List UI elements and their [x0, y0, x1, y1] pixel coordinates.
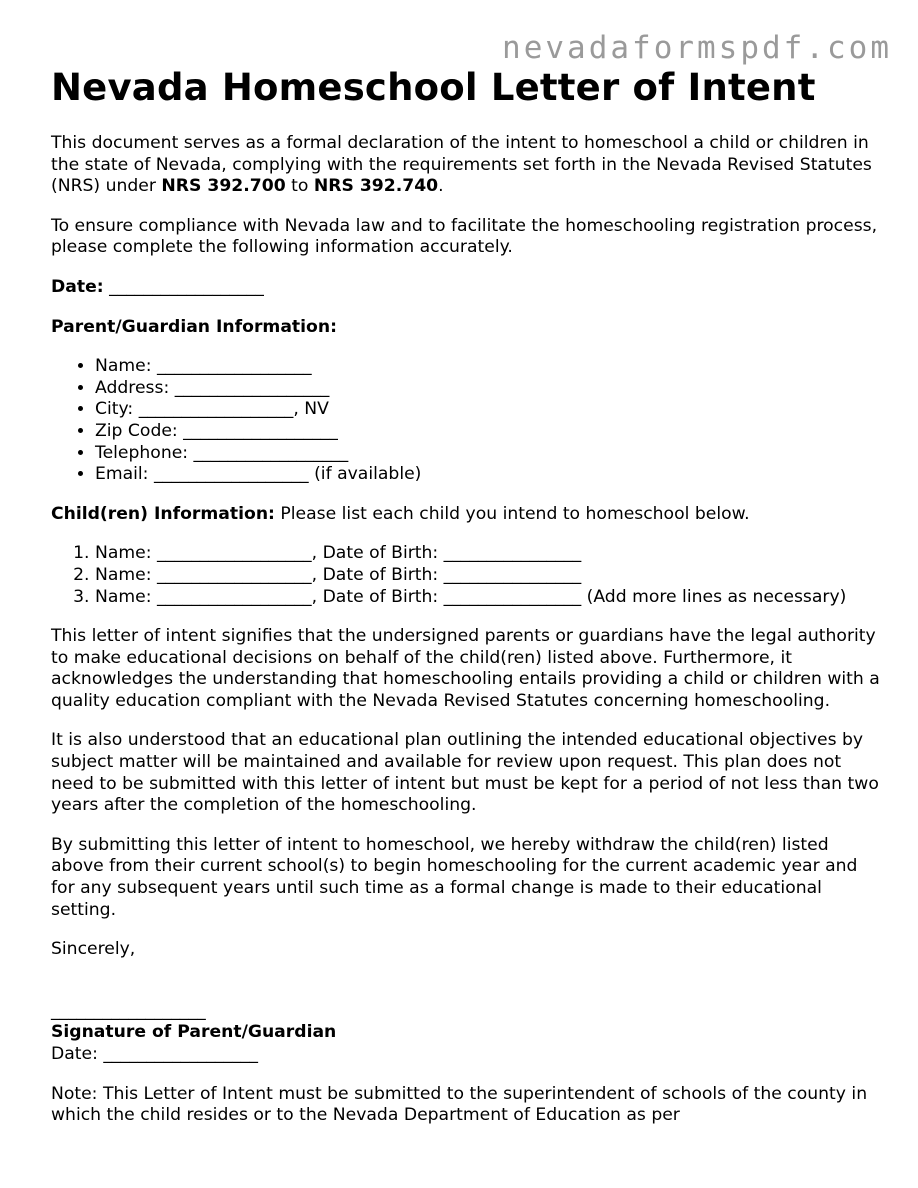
closing-salutation: Sincerely, — [51, 939, 136, 960]
signature-spacer — [51, 979, 881, 1001]
parent-email-field: • Email: __________________ (if available) — [95, 464, 881, 486]
children-section-heading — [51, 504, 881, 526]
children-info-list — [51, 543, 881, 608]
signature-block — [51, 1001, 881, 1066]
page-title: Nevada Homeschool Letter of Intent — [51, 66, 816, 109]
children-instruction: Please list each child you intend to homeschool below. — [274, 503, 750, 524]
submission-note: Note: This Letter of Intent must be submitted to the superintendent of schools of the county in which the child resides or to the Nevada Department of Education as per — [51, 1083, 868, 1126]
educational-plan-paragraph: It is also understood that an educational plan outlining the intended educational objectives by subject matter will be maintained and available for review upon request. This plan does not need to be submitted with this letter of intent but must be kept for a period of not less than two years after the completion of the homeschooling. — [51, 730, 879, 816]
parent-section-heading: Parent/Guardian Information: — [51, 316, 337, 337]
parent-name-field: • Name: __________________ — [95, 356, 881, 378]
child-entry-3: 3. Name: __________________, Date of Birth: ________________ (Add more lines as necessary) — [95, 587, 881, 609]
date-blank: __________________ — [109, 276, 264, 297]
intro-paragraph — [51, 133, 881, 198]
children-heading-label: Child(ren) Information: — [51, 503, 275, 524]
parent-address-field: • Address: __________________ — [95, 378, 881, 400]
authority-paragraph: This letter of intent signifies that the undersigned parents or guardians have the legal authority to make educational decisions on behalf of the child(ren) listed above. Furthermore, it acknowledges the understanding that homeschooling entails providing a child or children with a quality education compliant with the Nevada Revised Statutes concerning homeschooling. — [51, 626, 880, 711]
date-field — [51, 277, 881, 299]
letter-document — [51, 66, 881, 1145]
child-entry-2: 2. Name: __________________, Date of Birth: ________________ — [95, 565, 881, 587]
date-label: Date: — [51, 276, 104, 297]
intro-text-after: . — [438, 176, 444, 197]
watermark: nevadaformspdf.com — [502, 30, 892, 66]
parent-city-field: • City: __________________, NV — [95, 399, 881, 421]
signature-date-field: Date: __________________ — [51, 1044, 259, 1064]
parent-info-list — [51, 356, 881, 486]
nrs-end-citation: NRS 392.740 — [313, 176, 439, 197]
signature-label: Signature of Parent/Guardian — [51, 1022, 337, 1043]
intro-text-middle: to — [285, 176, 314, 197]
signature-line: __________________ — [51, 1000, 206, 1021]
child-entry-1: 1. Name: __________________, Date of Birth: ________________ — [95, 543, 881, 565]
withdrawal-paragraph: By submitting this letter of intent to homeschool, we hereby withdraw the child(ren) listed above from their current school(s) to begin homeschooling for the current academic year and for any subsequent years until such time as a formal change is made to their educational setting. — [51, 834, 858, 920]
compliance-paragraph: To ensure compliance with Nevada law and to facilitate the homeschooling registration process, please complete the following information accurately. — [51, 215, 878, 258]
parent-telephone-field: • Telephone: __________________ — [95, 443, 881, 465]
intro-text-before: This document serves as a formal declaration of the intent to homeschool a child or children in the state of Nevada, complying with the requirements set forth in the Nevada Revised Statutes (NRS) under — [51, 133, 872, 197]
nrs-start-citation: NRS 392.700 — [161, 176, 286, 197]
parent-zip-field: • Zip Code: __________________ — [95, 421, 881, 443]
